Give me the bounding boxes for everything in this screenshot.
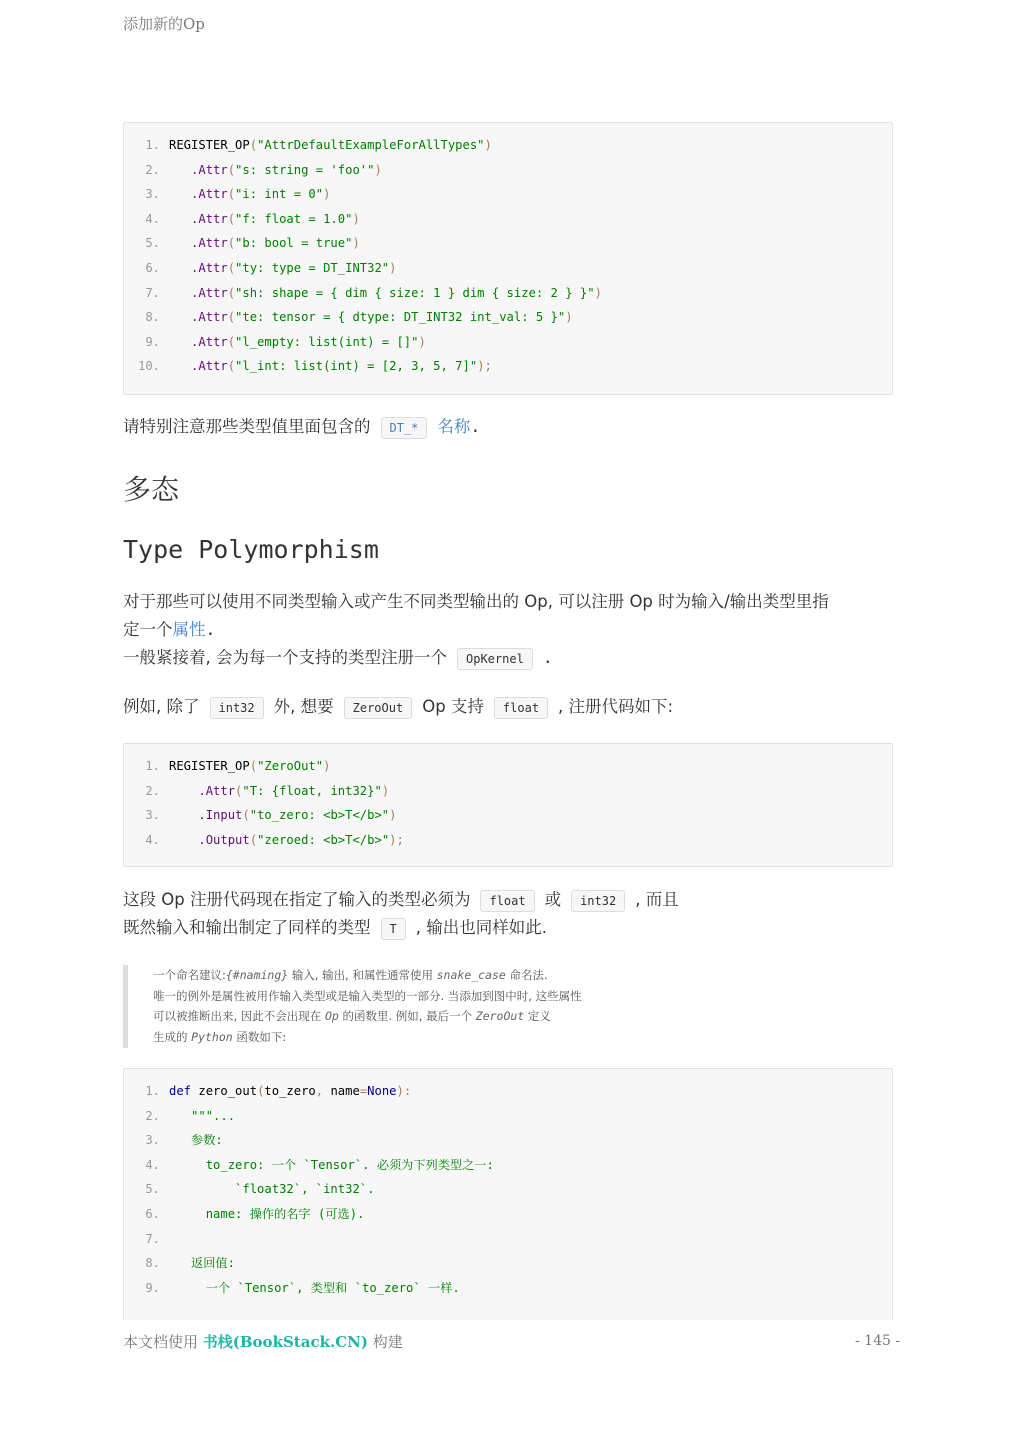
code-token: ( <box>227 310 236 325</box>
para-text: 或 <box>544 890 562 909</box>
code-line <box>124 305 892 330</box>
section-title-polymorphism: 多态 <box>123 473 180 506</box>
code-token: ( <box>227 285 236 300</box>
code-token: ( <box>257 1084 265 1098</box>
code-token: .Attr <box>198 783 236 798</box>
page-footer <box>123 1331 403 1352</box>
code-token: "l_empty: list(int) = []" <box>235 334 419 349</box>
quote-text: 一个命名建议: <box>153 968 226 982</box>
code-token: ); <box>477 359 492 374</box>
quote-text: 输入, 输出, 和属性通常使用 <box>288 968 437 982</box>
code-token: ) <box>352 236 360 251</box>
code-token: .Attr <box>191 359 228 374</box>
code-line <box>124 803 892 828</box>
naming-tip-blockquote <box>123 965 753 1048</box>
quote-text: 生成的 <box>153 1030 192 1045</box>
line-number: 6. <box>145 1206 160 1221</box>
page-number: - 145 - <box>855 1333 901 1349</box>
code-token: None <box>367 1084 397 1098</box>
code-token: "AttrDefaultExampleForAllTypes" <box>257 138 485 152</box>
para-line <box>123 914 679 942</box>
paragraph-example <box>123 693 673 721</box>
code-token: to_zero: 一个 `Tensor`. 必须为下列类型之一: <box>205 1157 494 1172</box>
code-line <box>124 1104 892 1129</box>
code-line <box>124 281 892 306</box>
code-token: .Output <box>198 832 250 847</box>
page-header: 添加新的Op <box>123 15 205 33</box>
line-number: 4. <box>145 832 160 847</box>
bookstack-link[interactable]: 书栈(BookStack.CN) <box>202 1333 368 1351</box>
code-line <box>124 828 892 853</box>
code-token: "ty: type = DT_INT32" <box>235 260 390 275</box>
code-token: REGISTER_OP <box>169 759 250 773</box>
code-token: "te: tensor = { dtype: DT_INT32 int_val: 5 }" <box>235 310 566 325</box>
attr-link[interactable]: 属性 <box>172 620 206 639</box>
code-line <box>124 158 892 183</box>
line-number: 2. <box>145 783 160 798</box>
code-line <box>124 1202 892 1227</box>
line-number: 2. <box>145 1108 160 1123</box>
code-token: ( <box>242 808 250 823</box>
footer-text: 本文档使用 <box>123 1333 203 1351</box>
code-token: ) <box>352 211 360 226</box>
code-block-register-zeroout <box>123 743 893 867</box>
code-line <box>124 1177 892 1202</box>
quote-term: Op <box>324 1009 339 1024</box>
code-token: .Attr <box>191 334 228 349</box>
code-token: ) <box>323 759 331 773</box>
para-line: 对于那些可以使用不同类型输入或产生不同类型输出的 Op, 可以注册 Op 时为输入/输出类型里指 <box>123 592 829 611</box>
code-token: .Attr <box>191 260 228 275</box>
line-number: 9. <box>145 1280 160 1295</box>
line-number: 8. <box>145 310 160 325</box>
quote-text: 可以被推断出来, 因此不会出现在 <box>153 1009 325 1024</box>
quote-text: 命名法. <box>505 968 548 982</box>
code-token: .Input <box>198 808 243 823</box>
code-token: ( <box>227 334 236 349</box>
code-token: zero_out <box>191 1084 258 1098</box>
quote-text: 函数如下: <box>232 1030 287 1045</box>
code-line <box>124 1079 892 1104</box>
code-token: ) <box>484 138 492 152</box>
code-token: ( <box>227 359 236 374</box>
para-text: 定一个 <box>123 620 173 639</box>
code-block-python-zero-out <box>123 1068 893 1320</box>
code-token: .Attr <box>191 162 228 177</box>
inline-code-int32: int32 <box>571 890 625 912</box>
code-token: "to_zero: <b>T</b>" <box>249 808 390 823</box>
code-token: "sh: shape = { dim { size: 1 } dim { size: 2 } }" <box>235 285 595 300</box>
inline-code-float: float <box>494 697 548 719</box>
code-token: .Attr <box>191 285 228 300</box>
quote-line <box>153 1027 753 1048</box>
code-token: = <box>359 1084 368 1098</box>
line-number: 3. <box>145 1133 160 1148</box>
para-punct: . <box>205 620 216 639</box>
inline-code-int32: int32 <box>210 697 264 719</box>
code-token: ); <box>389 832 404 847</box>
code-token: name: 操作的名字 (可选). <box>205 1206 365 1221</box>
line-number: 4. <box>145 211 160 226</box>
code-line <box>124 754 892 779</box>
code-token: "i: int = 0" <box>235 187 324 202</box>
code-token: REGISTER_OP <box>169 138 250 152</box>
code-token: ) <box>389 808 397 823</box>
code-line <box>124 1128 892 1153</box>
code-token: "zeroed: <b>T</b>" <box>257 832 390 847</box>
para-text: 一般紧接着, 会为每一个支持的类型注册一个 <box>123 648 447 667</box>
line-number: 7. <box>145 285 160 300</box>
code-token: """... <box>191 1108 236 1123</box>
line-number: 5. <box>145 1182 160 1197</box>
inline-code-t: T <box>381 918 406 940</box>
line-number: 1. <box>145 138 160 152</box>
code-token: "ZeroOut" <box>257 759 324 773</box>
code-line <box>124 1251 892 1276</box>
inline-code-opkernel: OpKernel <box>457 648 533 670</box>
para-text: 外, 想要 <box>273 697 334 716</box>
code-token: ): <box>396 1084 412 1098</box>
para-line <box>123 886 679 914</box>
para-text: , 注册代码如下: <box>558 697 674 716</box>
code-line <box>124 207 892 232</box>
code-token: ( <box>227 162 236 177</box>
code-line <box>124 1276 892 1301</box>
code-token: 一个 `Tensor`, 类型和 `to_zero` 一样. <box>205 1280 460 1295</box>
quote-line <box>153 1006 753 1027</box>
note-dt-names <box>123 413 480 441</box>
code-token: ) <box>381 783 390 798</box>
quote-text: 的函数里. 例如, 最后一个 <box>338 1009 476 1024</box>
para-text: 这段 Op 注册代码现在指定了输入的类型必须为 <box>123 890 471 909</box>
quote-term: ZeroOut <box>475 1009 525 1024</box>
line-number: 2. <box>145 162 160 177</box>
code-token: ) <box>374 162 382 177</box>
line-number: 4. <box>145 1157 160 1172</box>
line-number: 3. <box>145 187 160 202</box>
code-block-register-attr-defaults <box>123 122 893 395</box>
paragraph-type-constraint <box>123 886 679 942</box>
code-token: ( <box>235 783 243 798</box>
code-token: "f: float = 1.0" <box>235 211 353 226</box>
code-line <box>124 1153 892 1178</box>
line-number: 10. <box>137 359 160 374</box>
para-text: 既然输入和输出制定了同样的类型 <box>123 918 371 937</box>
code-token: , <box>315 1084 331 1098</box>
para-text: 例如, 除了 <box>123 697 200 716</box>
code-token: ( <box>249 138 258 152</box>
code-token: ( <box>249 759 258 773</box>
code-token: ( <box>249 832 258 847</box>
code-line <box>124 354 892 379</box>
code-token: .Attr <box>191 187 228 202</box>
code-token: "b: bool = true" <box>235 236 353 251</box>
code-token: "s: string = 'foo'" <box>235 162 375 177</box>
line-number: 3. <box>145 808 160 823</box>
para-line <box>123 616 829 644</box>
code-token: ( <box>227 236 236 251</box>
code-token: name <box>330 1084 360 1098</box>
code-token: ) <box>565 310 573 325</box>
code-token: ) <box>389 260 397 275</box>
line-number: 9. <box>145 334 160 349</box>
code-line <box>124 779 892 804</box>
code-token: ( <box>227 211 236 226</box>
code-token: 返回值: <box>191 1256 235 1271</box>
line-number: 5. <box>145 236 160 251</box>
code-token: "l_int: list(int) = [2, 3, 5, 7]" <box>235 359 478 374</box>
note-text: 请特别注意那些类型值里面包含的 <box>123 417 371 436</box>
code-token: ) <box>418 334 426 349</box>
para-text: , 而且 <box>635 890 679 909</box>
code-line <box>124 231 892 256</box>
para-text: Op 支持 <box>422 697 484 716</box>
para-text: , 输出也同样如此. <box>415 918 547 937</box>
code-token: .Attr <box>191 236 228 251</box>
line-number: 1. <box>145 759 160 773</box>
line-number: 8. <box>145 1256 160 1271</box>
code-token: .Attr <box>191 310 228 325</box>
code-line <box>124 330 892 355</box>
quote-text: 定义 <box>524 1009 551 1024</box>
code-token: ) <box>323 187 331 202</box>
code-line <box>124 256 892 281</box>
code-token: ( <box>227 260 236 275</box>
footer-text: 构建 <box>367 1333 403 1351</box>
paragraph-type-poly-intro <box>123 588 829 672</box>
quote-anchor: {#naming} <box>225 968 289 982</box>
para-punct: . <box>542 648 553 667</box>
inline-code-zeroout: ZeroOut <box>344 697 413 719</box>
line-number: 6. <box>145 260 160 275</box>
code-token: ( <box>227 187 236 202</box>
code-token: 参数: <box>191 1133 223 1148</box>
code-token: ) <box>594 285 602 300</box>
code-token: to_zero <box>264 1084 316 1098</box>
para-line <box>123 644 829 672</box>
code-token: .Attr <box>191 211 228 226</box>
line-number: 7. <box>145 1231 160 1246</box>
quote-term: snake_case <box>436 968 506 982</box>
code-line <box>124 182 892 207</box>
code-line <box>124 133 892 158</box>
names-link[interactable]: 名称 <box>437 417 471 436</box>
code-line <box>124 1227 892 1252</box>
subsection-title-type-polymorphism: Type Polymorphism <box>123 535 379 564</box>
code-token: def <box>169 1084 192 1098</box>
inline-code-dt: DT_* <box>381 417 428 439</box>
quote-line <box>153 965 753 986</box>
inline-code-float: float <box>480 890 534 912</box>
line-number: 1. <box>145 1084 160 1098</box>
quote-term: Python <box>191 1030 233 1045</box>
code-token: "T: {float, int32}" <box>242 783 382 798</box>
quote-line: 唯一的例外是属性被用作输入类型或是输入类型的一部分. 当添加到图中时, 这些属性 <box>153 988 582 1003</box>
code-token: `float32`, `int32`. <box>235 1182 375 1197</box>
note-punct: . <box>470 417 481 436</box>
